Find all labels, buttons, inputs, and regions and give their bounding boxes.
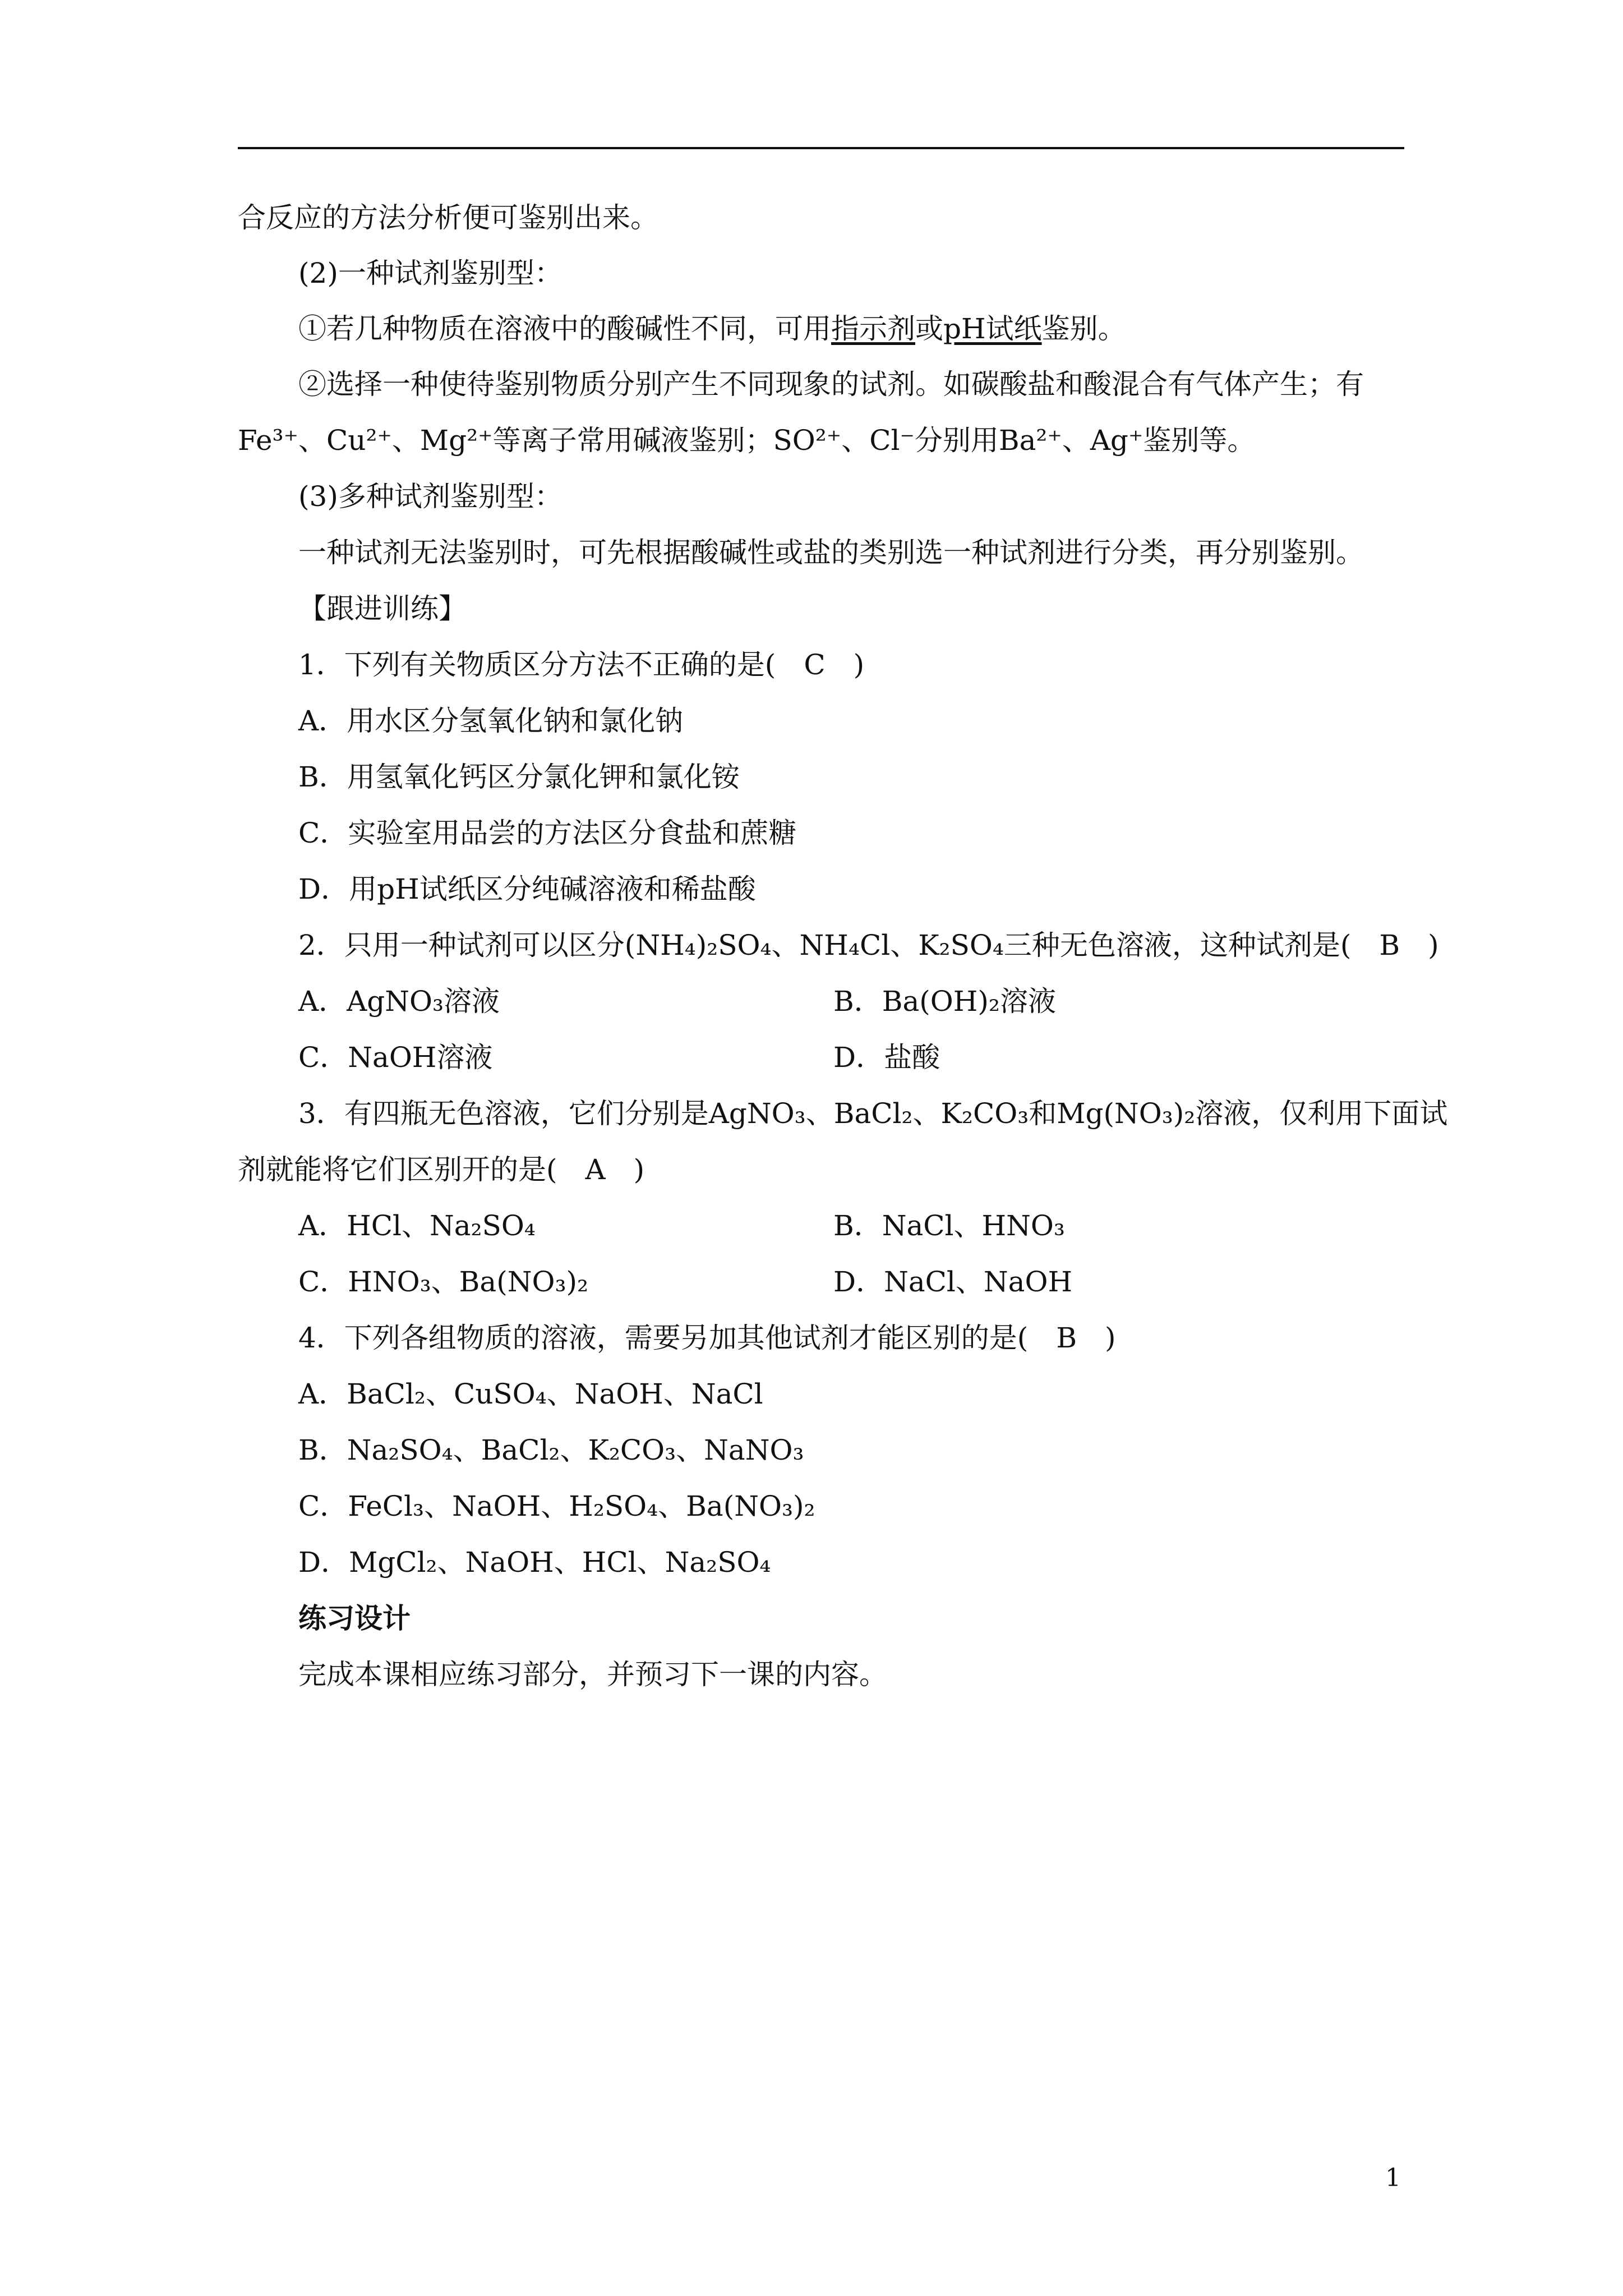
option-d: D．MgCl₂、NaOH、HCl、Na₂SO₄	[298, 1546, 771, 1579]
option-d: D．NaCl、NaOH	[833, 1266, 1073, 1298]
section-heading-3: (3)多种试剂鉴别型：	[298, 480, 562, 513]
text-line: ②选择一种使待鉴别物质分别产生不同现象的试剂。如碳酸盐和酸混合有气体产生；有	[298, 368, 1364, 401]
page-number: 1	[1385, 2164, 1401, 2192]
option-a: A．HCl、Na₂SO₄	[298, 1209, 536, 1242]
text-line: 合反应的方法分析便可鉴别出来。	[238, 201, 658, 234]
exercise-heading: 练习设计	[298, 1602, 411, 1635]
option-a: A．BaCl₂、CuSO₄、NaOH、NaCl	[298, 1378, 763, 1410]
answer-underlined: pH试纸	[943, 312, 1042, 345]
option-c: C．NaOH溶液	[298, 1041, 493, 1074]
option-a: A．AgNO₃溶液	[298, 985, 500, 1018]
answer-underlined: 指示剂	[831, 312, 915, 345]
option-d: D．盐酸	[833, 1041, 940, 1074]
section-heading-2: (2)一种试剂鉴别型：	[298, 257, 562, 289]
text-line	[298, 312, 1126, 346]
text-line: Fe³⁺、Cu²⁺、Mg²⁺等离子常用碱液鉴别；SO²⁺、Cl⁻分别用Ba²⁺、Ag⁺鉴别等。	[238, 424, 1256, 457]
question-4: 4．下列各组物质的溶液，需要另加其他试剂才能区别的是( B )	[298, 1322, 1116, 1354]
option-b: B．Na₂SO₄、BaCl₂、K₂CO₃、NaNO₃	[298, 1434, 804, 1466]
option-b: B．NaCl、HNO₃	[833, 1209, 1065, 1242]
question-3: 3．有四瓶无色溶液，它们分别是AgNO₃、BaCl₂、K₂CO₃和Mg(NO₃)₂溶液，仅利用下面试	[298, 1097, 1448, 1130]
option-a: A．用水区分氢氧化钠和氯化钠	[298, 705, 684, 737]
text-line: 完成本课相应练习部分，并预习下一课的内容。	[298, 1658, 887, 1691]
option-c: C．HNO₃、Ba(NO₃)₂	[298, 1266, 589, 1298]
question-2: 2．只用一种试剂可以区分(NH₄)₂SO₄、NH₄Cl、K₂SO₄三种无色溶液，这种试剂是( B )	[298, 929, 1439, 961]
text-span: ①若几种物质在溶液中的酸碱性不同，可用	[298, 312, 831, 345]
training-heading: 【跟进训练】	[298, 592, 467, 625]
question-1: 1．下列有关物质区分方法不正确的是( C )	[298, 648, 865, 681]
option-c: C．FeCl₃、NaOH、H₂SO₄、Ba(NO₃)₂	[298, 1490, 815, 1522]
header-rule	[238, 147, 1404, 149]
question-3-cont: 剂就能将它们区别开的是( A )	[238, 1153, 645, 1186]
text-line: 一种试剂无法鉴别时，可先根据酸碱性或盐的类别选一种试剂进行分类，再分别鉴别。	[298, 536, 1364, 569]
text-span: 或	[915, 312, 943, 345]
option-b: B．用氢氧化钙区分氯化钾和氯化铵	[298, 761, 740, 793]
option-d: D．用pH试纸区分纯碱溶液和稀盐酸	[298, 873, 756, 905]
text-span: 鉴别。	[1041, 312, 1126, 345]
option-c: C．实验室用品尝的方法区分食盐和蔗糖	[298, 817, 797, 849]
option-b: B．Ba(OH)₂溶液	[833, 985, 1056, 1018]
